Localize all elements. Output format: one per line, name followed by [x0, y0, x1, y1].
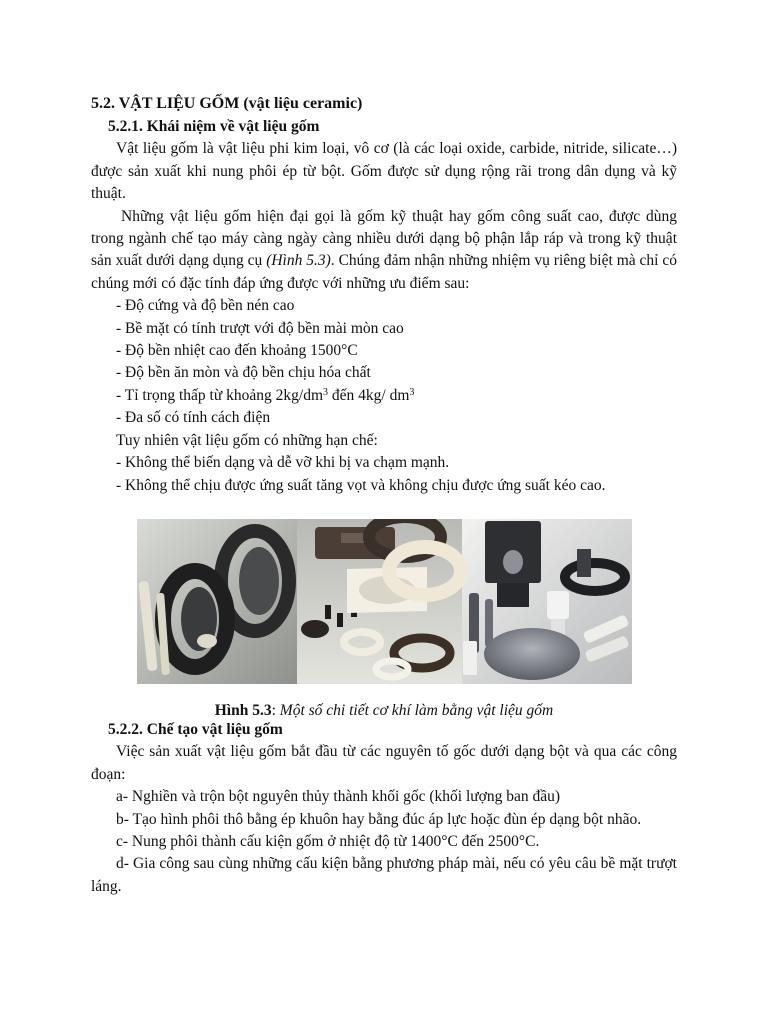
paragraph-production: Việc sản xuất vật liệu gốm bắt đầu từ các nguyên tố gốc dưới dạng bột và qua các công đoạn: [91, 743, 677, 783]
section-title: 5.2. VẬT LIỆU GỐM (vật liệu ceramic) [91, 95, 363, 112]
advantage-item: - Độ cứng và độ bền nén cao [116, 297, 295, 315]
figure-caption: Hình 5.3: Một số chi tiết cơ khí làm bằng vật liệu gốm [214, 701, 554, 719]
step-item: b- Tạo hình phôi thô bằng ép khuôn hay bằng đúc áp lực hoặc đùn ép dạng bột nhão. [116, 810, 642, 828]
step-item: a- Nghiền và trộn bột nguyên thủy thành khối gốc (khối lượng ban đầu) [116, 788, 561, 806]
limitation-item: - Không thể chịu được ứng suất tăng vọt và không chịu được ứng suất kéo cao. [116, 476, 606, 494]
advantage-item: - Đa số có tính cách điện [116, 409, 271, 427]
step-item: c- Nung phôi thành cấu kiện gốm ở nhiệt độ từ 1400°C đến 2500°C. [116, 832, 540, 850]
advantage-item: - Tỉ trọng thấp từ khoảng $2kg/dm^3$ đến 4kg/ $dm^3$ [116, 386, 415, 404]
subsection-title-2: 5.2.2. Chế tạo vật liệu gốm [108, 720, 283, 738]
figure-reference: (Hình 5.3) [266, 252, 331, 270]
figure-5-3 [91, 509, 677, 719]
limitation-item: - Không thể biến dạng và dễ vỡ khi bị va chạm mạnh. [116, 454, 450, 472]
ceramic-parts-photo [137, 519, 632, 684]
advantage-item: - Độ bền ăn mòn và độ bền chịu hóa chất [116, 364, 371, 382]
subsection-title-1: 5.2.1. Khái niệm về vật liệu gốm [108, 118, 320, 135]
advantage-item: - Bề mặt có tính trượt với độ bền mài mòn cao [116, 319, 404, 337]
paragraph-modern-ceramics: Những vật liệu gốm hiện đại gọi là gốm kỹ thuật hay gốm công suất cao, được dùng trong ngành chế tạo máy càng ngày càng nhiều dưới dạng bộ phận lắp ráp và trong kỹ thuật sản xuất dưới dạng dụng cụ (Hình 5.3). Chúng đảm nhận những nhiệm vụ riêng biệt mà chỉ có chúng mới có đặc tính đáp ứng được với những ưu điểm sau: [91, 207, 678, 292]
document-page [91, 92, 677, 898]
limitations-intro: Tuy nhiên vật liệu gốm có những hạn chế: [116, 431, 378, 449]
paragraph-definition: Vật liệu gốm là vật liệu phi kim loại, vô cơ (là các loại oxide, carbide, nitride, silicate…) được sản xuất khi nung phôi ép từ bột. Gốm được sử dụng rộng rãi trong dân dụng và kỹ thuật. [91, 140, 677, 203]
step-item: d- Gia công sau cùng những cấu kiện bằng phương pháp mài, nếu có yêu câu bề mặt trượt láng. [91, 855, 677, 895]
advantage-item: - Độ bền nhiệt cao đến khoảng 1500°C [116, 342, 358, 360]
